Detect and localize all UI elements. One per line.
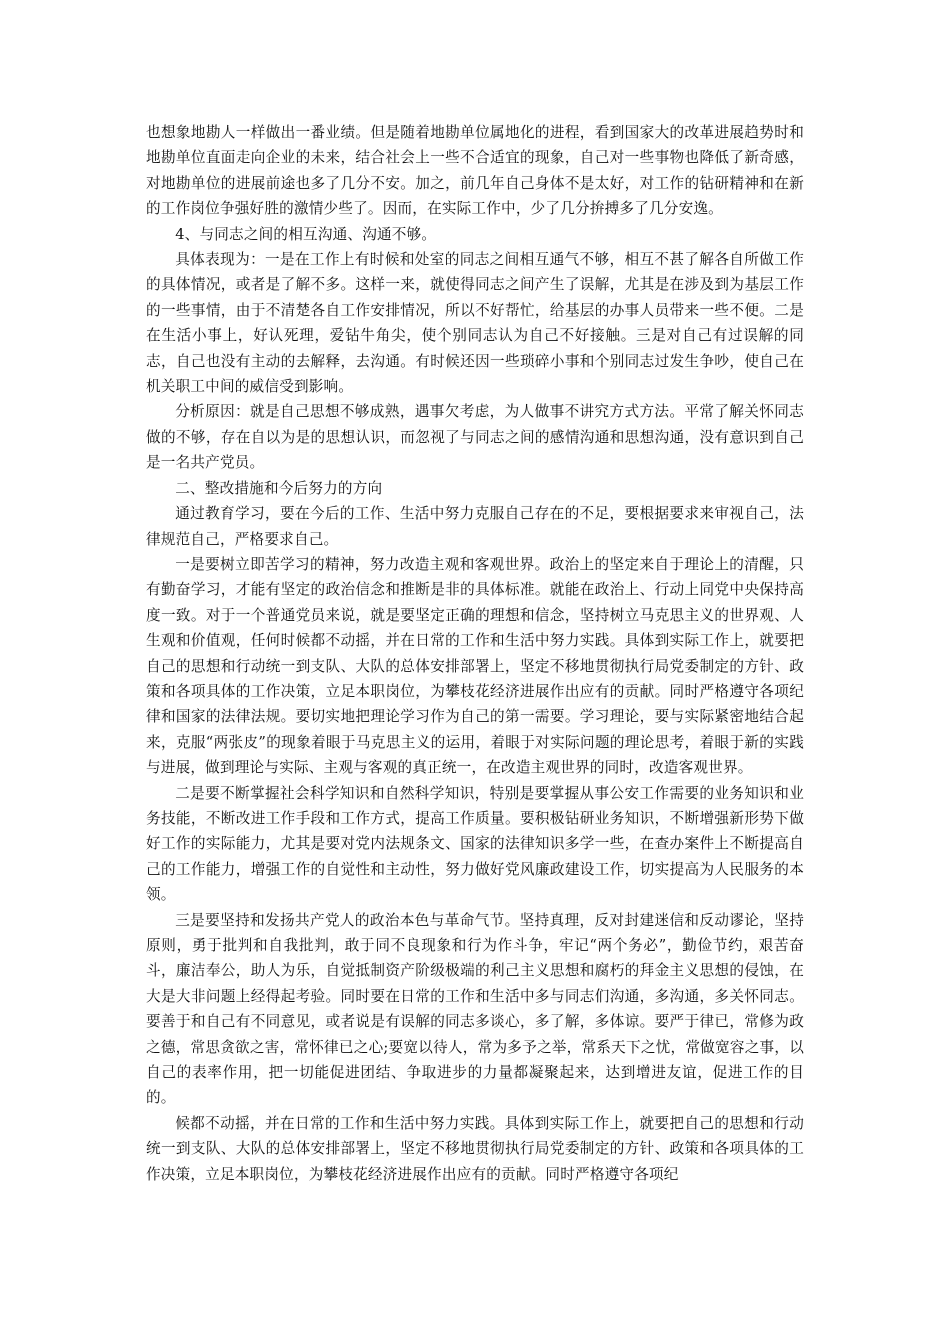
section-heading-rectification: 二、整改措施和今后努力的方向: [175, 479, 383, 497]
paragraph-cause-analysis: 分析原因：就是自己思想不够成熟，遇事欠考虑，为人做事不讲究方式方法。平常了解关怀同志做的不够，存在自以为是的思想认识，而忽视了与同志之间的感情沟通和思想沟通，没有意识到自己是一名共产党员。: [146, 403, 804, 472]
paragraph-continuation: 也想象地勘人一样做出一番业绩。但是随着地勘单位属地化的进程，看到国家大的改革进展趋势时和地勘单位直面走向企业的未来，结合社会上一些不合适宜的现象，自己对一些事物也降低了新奇感，对地勘单位的进展前途也多了几分不安。加之，前几年自己身体不是太好，对工作的钻研精神和在新的工作岗位争强好胜的激情少些了。因而，在实际工作中，少了几分拚搏多了几分安逸。: [146, 124, 804, 218]
section-heading-communication: 4、与同志之间的相互沟通、沟通不够。: [175, 225, 437, 243]
paragraph-point-one: 一是要树立即苦学习的精神，努力改造主观和客观世界。政治上的坚定来自于理论上的清醒，只有勤奋学习，才能有坚定的政治信念和推断是非的具体标准。就能在政治上、行动上同党中央保持高度一致。对于一个普通党员来说，就是要坚定正确的理想和信念，坚持树立马克思主义的世界观、人生观和价值观，任何时候都不动摇，并在日常的工作和生活中努力实践。具体到实际工作上，就要把自己的思想和行动统一到支队、大队的总体安排部署上，坚定不移地贯彻执行局党委制定的方针、政策和各项具体的工作决策，立足本职岗位，为攀枝花经济进展作出应有的贡献。同时严格遵守各项纪律和国家的法律法规。要切实地把理论学习作为自己的第一需要。学习理论，要与实际紧密地结合起来，克服“两张皮”的现象着眼于马克思主义的运用，着眼于对实际问题的理论思考，着眼于新的实践与进展，做到理论与实际、主观与客观的真正统一，在改造主观世界的同时，改造客观世界。: [146, 555, 804, 777]
paragraph-trailing: 候都不动摇，并在日常的工作和生活中努力实践。具体到实际工作上，就要把自己的思想和行动统一到支队、大队的总体安排部署上，坚定不移地贯彻执行局党委制定的方针、政策和各项具体的工作决策，立足本职岗位，为攀枝花经济进展作出应有的贡献。同时严格遵守各项纪: [146, 1114, 804, 1183]
paragraph-point-two: 二是要不断掌握社会科学知识和自然科学知识，特别是要掌握从事公安工作需要的业务知识和业务技能，不断改进工作手段和工作方式，提高工作质量。要积极钻研业务知识，不断增强新形势下做好工作的实际能力，尤其是要对党内法规条文、国家的法律知识多学一些，在查办案件上不断提高自己的工作能力，增强工作的自觉性和主动性，努力做好党风廉政建设工作，切实提高为人民服务的本领。: [146, 784, 804, 904]
paragraph-intro-rectification: 通过教育学习，要在今后的工作、生活中努力克服自己存在的不足，要根据要求来审视自己，法律规范自己，严格要求自己。: [146, 505, 804, 548]
document-page: [146, 120, 804, 1187]
paragraph-manifestation: 具体表现为：一是在工作上有时候和处室的同志之间相互通气不够，相互不甚了解各自所做工作的具体情况，或者是了解不多。这样一来，就使得同志之间产生了误解，尤其是在涉及到为基层工作的一些事情，由于不清楚各自工作安排情况，所以不好帮忙，给基层的办事人员带来一些不便。二是在生活小事上，好认死理，爱钻牛角尖，使个别同志认为自己不好接触。三是对自己有过误解的同志，自己也没有主动的去解释，去沟通。有时候还因一些琐碎小事和个别同志过发生争吵，使自己在机关职工中间的威信受到影响。: [146, 251, 804, 396]
paragraph-point-three: 三是要坚持和发扬共产党人的政治本色与革命气节。坚持真理，反对封建迷信和反动谬论，坚持原则，勇于批判和自我批判，敢于同不良现象和行为作斗争，牢记“两个务必”，勤俭节约，艰苦奋斗，廉洁奉公，助人为乐，自觉抵制资产阶级极端的利己主义思想和腐朽的拜金主义思想的侵蚀，在大是大非问题上经得起考验。同时要在日常的工作和生活中多与同志们沟通，多沟通，多关怀同志。要善于和自己有不同意见，或者说是有误解的同志多谈心，多了解，多体谅。要严于律已，常修为政之德，常思贪欲之害，常怀律已之心;要宽以待人，常为多予之举，常系天下之忧，常做宽容之事，以自己的表率作用，把一切能促进团结、争取进步的力量都凝聚起来，达到增进友谊，促进工作的目的。: [146, 911, 804, 1107]
